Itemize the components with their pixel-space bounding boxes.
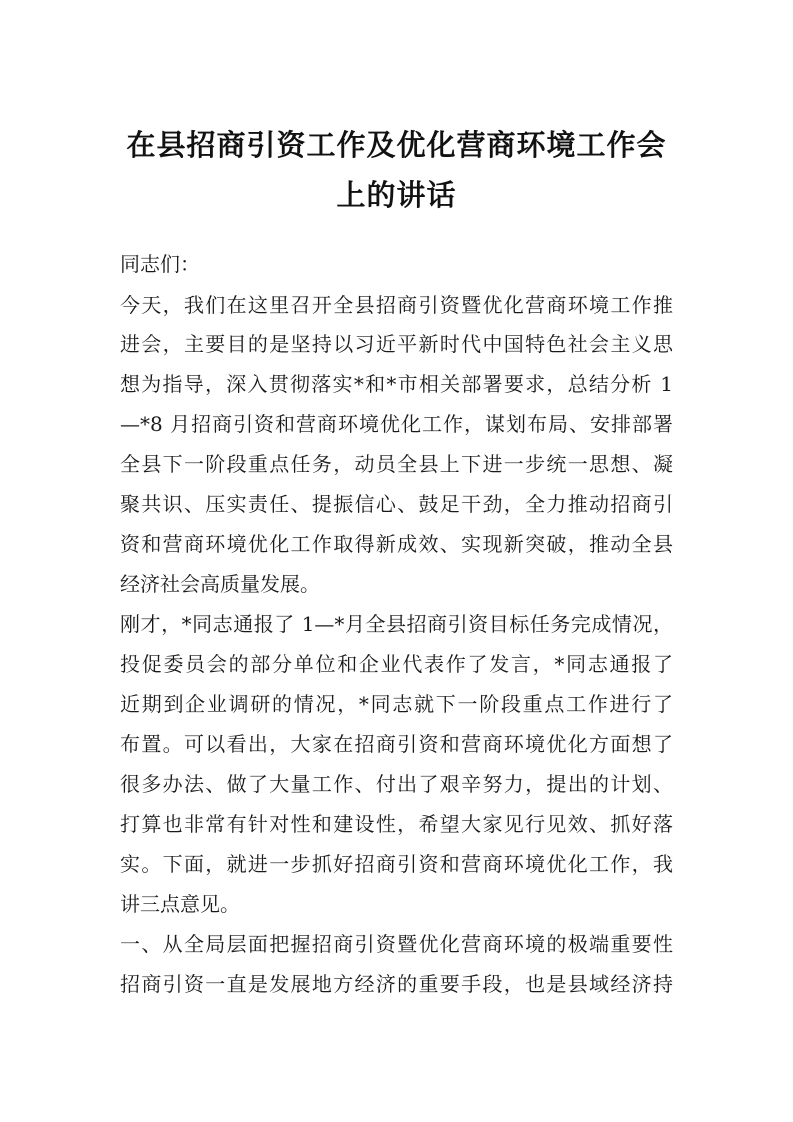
body-line: 讲三点意见。: [120, 892, 240, 916]
body-line: 经济社会高质量发展。: [120, 572, 320, 596]
body-line: 投促委员会的部分单位和企业代表作了发言，*同志通报了: [120, 652, 673, 676]
body-line: 聚共识、压实责任、提振信心、鼓足干劲，全力推动招商引: [120, 492, 673, 516]
body-line: 布置。可以看出，大家在招商引资和营商环境优化方面想了: [120, 732, 673, 756]
body-line: 招商引资一直是发展地方经济的重要手段，也是县域经济持: [120, 972, 673, 996]
body-line: 想为指导，深入贯彻落实*和*市相关部署要求，总结分析 1: [120, 372, 673, 396]
body-line: 近期到企业调研的情况，*同志就下一阶段重点工作进行了: [120, 692, 673, 716]
section-heading: 一、从全局层面把握招商引资暨优化营商环境的极端重要性: [120, 932, 673, 956]
body-line: 全县下一阶段重点任务，动员全县上下进一步统一思想、凝: [120, 452, 673, 476]
body-line: 进会，主要目的是坚持以习近平新时代中国特色社会主义思: [120, 332, 673, 356]
body-line: 刚才，*同志通报了 1—*月全县招商引资目标任务完成情况，: [120, 612, 673, 636]
body-line: —*8 月招商引资和营商环境优化工作，谋划布局、安排部署: [120, 412, 673, 436]
salutation: 同志们：: [120, 252, 200, 276]
body-line: 实。下面，就进一步抓好招商引资和营商环境优化工作，我: [120, 852, 673, 876]
body-line: 资和营商环境优化工作取得新成效、实现新突破，推动全县: [120, 532, 673, 556]
document-title-line-1: 在县招商引资工作及优化营商环境工作会: [126, 128, 667, 162]
body-line: 今天，我们在这里召开全县招商引资暨优化营商环境工作推: [120, 293, 673, 317]
body-line: 很多办法、做了大量工作、付出了艰辛努力，提出的计划、: [120, 772, 673, 796]
document-title-line-2: 上的讲话: [336, 178, 457, 212]
body-line: 打算也非常有针对性和建设性，希望大家见行见效、抓好落: [120, 812, 673, 836]
